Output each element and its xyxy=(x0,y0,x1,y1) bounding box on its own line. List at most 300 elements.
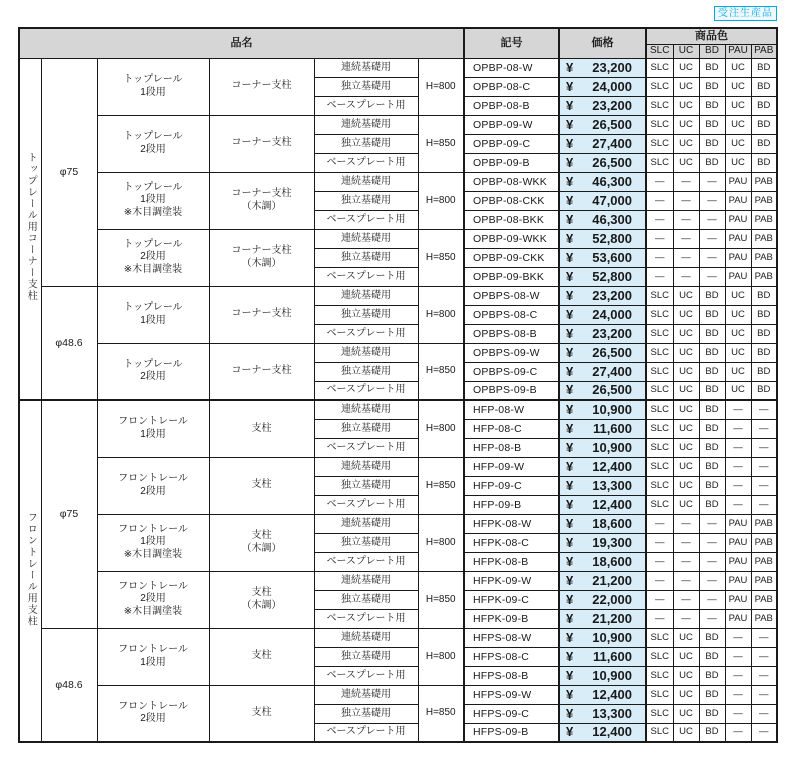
rail-name-line: 1段用 xyxy=(140,86,166,98)
color-availability-cell: BD xyxy=(699,58,725,77)
price-amount: 26,500 xyxy=(592,116,632,132)
color-availability-cell: SLC xyxy=(646,400,673,419)
base-type-cell: 独立基礎用 xyxy=(314,476,418,495)
code-cell: HFPS-09-B xyxy=(464,723,559,742)
color-availability-cell: BD xyxy=(699,457,725,476)
price-cell xyxy=(559,685,646,704)
color-availability-cell: UC xyxy=(725,58,751,77)
color-availability-cell: BD xyxy=(699,381,725,400)
color-availability-cell: BD xyxy=(699,362,725,381)
rail-name-line: 2段用 xyxy=(140,143,166,155)
yen-sign: ¥ xyxy=(566,382,574,398)
column-header-product-color: 商品色 xyxy=(646,28,777,44)
price-value xyxy=(560,726,645,738)
price-value xyxy=(560,553,645,569)
code-cell: HFPS-09-W xyxy=(464,685,559,704)
yen-sign: ¥ xyxy=(566,705,574,721)
rail-name-cell xyxy=(97,685,209,742)
color-availability-cell: BD xyxy=(699,134,725,153)
color-availability-cell: PAB xyxy=(751,210,777,229)
price-cell xyxy=(559,58,646,77)
post-type-line: コーナー支柱 xyxy=(231,245,292,256)
color-availability-cell: UC xyxy=(725,153,751,172)
color-availability-cell: UC xyxy=(725,362,751,381)
code-cell: HFPS-08-W xyxy=(464,628,559,647)
height-cell: H=850 xyxy=(418,571,464,628)
yen-sign: ¥ xyxy=(566,154,574,170)
diameter-cell: φ75 xyxy=(41,400,97,628)
color-availability-cell: — xyxy=(699,514,725,533)
base-type-cell: ベースプレート用 xyxy=(314,153,418,172)
post-type-line: 支柱 xyxy=(251,587,272,598)
rail-name-line: 1段用 xyxy=(140,194,166,206)
price-value xyxy=(560,78,645,94)
rail-name-line: トップレール xyxy=(123,131,183,142)
post-type-cell xyxy=(209,58,314,115)
yen-sign: ¥ xyxy=(566,192,574,208)
price-amount: 52,800 xyxy=(592,268,632,284)
price-cell xyxy=(559,286,646,305)
color-availability-cell: UC xyxy=(673,343,699,362)
price-amount: 11,600 xyxy=(592,420,632,436)
color-availability-cell: UC xyxy=(725,134,751,153)
color-availability-cell: — xyxy=(751,495,777,514)
color-availability-cell: BD xyxy=(699,400,725,419)
code-cell: OPBPS-08-B xyxy=(464,324,559,343)
rail-name-line: 2段用 xyxy=(140,485,166,497)
rail-name-line: トップレール xyxy=(123,74,183,85)
price-table xyxy=(18,27,778,743)
color-availability-cell: — xyxy=(725,704,751,723)
code-cell: HFPK-09-W xyxy=(464,571,559,590)
rail-name-line: 2段用 xyxy=(140,593,166,605)
color-availability-cell: — xyxy=(699,191,725,210)
base-type-cell: 独立基礎用 xyxy=(314,134,418,153)
price-amount: 10,900 xyxy=(592,401,632,417)
color-availability-cell: BD xyxy=(751,305,777,324)
price-amount: 26,500 xyxy=(592,344,632,360)
base-type-cell: 独立基礎用 xyxy=(314,305,418,324)
price-amount: 46,300 xyxy=(592,173,632,189)
color-availability-cell: UC xyxy=(673,58,699,77)
color-availability-cell: SLC xyxy=(646,286,673,305)
color-availability-cell: UC xyxy=(725,305,751,324)
price-amount: 18,600 xyxy=(592,553,632,569)
rail-name-cell xyxy=(97,229,209,286)
color-availability-cell: BD xyxy=(699,685,725,704)
rail-name-line: 2段用 xyxy=(140,251,166,263)
color-availability-cell: — xyxy=(725,476,751,495)
price-value xyxy=(560,97,645,113)
column-header-color-slc: SLC xyxy=(646,44,673,58)
rail-name-line: 1段用 xyxy=(140,314,166,326)
price-amount: 26,500 xyxy=(592,382,632,398)
price-amount: 23,200 xyxy=(592,97,632,113)
color-availability-cell: UC xyxy=(673,685,699,704)
yen-sign: ¥ xyxy=(566,116,574,132)
price-amount: 13,300 xyxy=(592,705,632,721)
yen-sign: ¥ xyxy=(566,325,574,341)
color-availability-cell: — xyxy=(646,590,673,609)
code-cell: OPBP-08-B xyxy=(464,96,559,115)
color-availability-cell: SLC xyxy=(646,704,673,723)
color-availability-cell: SLC xyxy=(646,305,673,324)
price-amount: 23,200 xyxy=(592,325,632,341)
color-availability-cell: — xyxy=(646,191,673,210)
price-cell xyxy=(559,172,646,191)
base-type-cell: ベースプレート用 xyxy=(314,210,418,229)
price-value xyxy=(560,591,645,607)
code-cell: OPBPS-09-W xyxy=(464,343,559,362)
price-amount: 52,800 xyxy=(592,230,632,246)
color-availability-cell: PAB xyxy=(751,609,777,628)
base-type-cell: 連続基礎用 xyxy=(314,115,418,134)
color-availability-cell: — xyxy=(646,248,673,267)
color-availability-cell: — xyxy=(673,248,699,267)
color-availability-cell: BD xyxy=(699,419,725,438)
rail-name-line: トップレール xyxy=(123,302,183,313)
color-availability-cell: — xyxy=(673,533,699,552)
color-availability-cell: — xyxy=(725,723,751,742)
color-availability-cell: BD xyxy=(751,324,777,343)
color-availability-cell: BD xyxy=(699,77,725,96)
price-value xyxy=(560,249,645,265)
price-cell xyxy=(559,666,646,685)
price-value xyxy=(560,401,645,417)
price-amount: 10,900 xyxy=(592,667,632,683)
color-availability-cell: PAU xyxy=(725,609,751,628)
color-availability-cell: UC xyxy=(673,495,699,514)
price-amount: 19,300 xyxy=(592,534,632,550)
color-availability-cell: PAU xyxy=(725,210,751,229)
price-amount: 26,500 xyxy=(592,154,632,170)
color-availability-cell: UC xyxy=(725,115,751,134)
price-amount: 11,600 xyxy=(592,648,632,664)
yen-sign: ¥ xyxy=(566,572,574,588)
color-availability-cell: BD xyxy=(699,704,725,723)
table-row xyxy=(19,172,777,191)
color-availability-cell: UC xyxy=(673,400,699,419)
color-availability-cell: SLC xyxy=(646,153,673,172)
yen-sign: ¥ xyxy=(566,667,574,683)
color-availability-cell: PAU xyxy=(725,571,751,590)
color-availability-cell: BD xyxy=(751,134,777,153)
color-availability-cell: — xyxy=(673,571,699,590)
price-value xyxy=(560,686,645,702)
base-type-cell: ベースプレート用 xyxy=(314,666,418,685)
price-amount: 23,200 xyxy=(592,59,632,75)
color-availability-cell: UC xyxy=(725,381,751,400)
price-cell xyxy=(559,153,646,172)
price-value xyxy=(560,572,645,588)
rail-name-line: 1段用 xyxy=(140,536,166,548)
yen-sign: ¥ xyxy=(566,268,574,284)
price-amount: 27,400 xyxy=(592,135,632,151)
color-availability-cell: — xyxy=(646,267,673,286)
rail-name-line: ※木目調塗装 xyxy=(123,263,183,275)
price-cell xyxy=(559,571,646,590)
table-row xyxy=(19,400,777,419)
color-availability-cell: UC xyxy=(673,438,699,457)
post-type-cell xyxy=(209,571,314,628)
color-availability-cell: — xyxy=(725,400,751,419)
price-value xyxy=(560,648,645,664)
price-value xyxy=(560,534,645,550)
price-amount: 23,200 xyxy=(592,287,632,303)
color-availability-cell: — xyxy=(673,514,699,533)
price-cell xyxy=(559,457,646,476)
color-availability-cell: UC xyxy=(673,666,699,685)
post-type-line: （木調） xyxy=(241,200,282,212)
post-type-cell xyxy=(209,457,314,514)
color-availability-cell: — xyxy=(699,229,725,248)
post-type-line: コーナー支柱 xyxy=(231,137,292,149)
price-value xyxy=(560,439,645,455)
color-availability-cell: — xyxy=(699,552,725,571)
price-cell xyxy=(559,704,646,723)
rail-name-line: ※木目調塗装 xyxy=(123,605,183,617)
color-availability-cell: — xyxy=(646,172,673,191)
price-amount: 12,400 xyxy=(592,724,632,740)
base-type-cell: 連続基礎用 xyxy=(314,628,418,647)
color-availability-cell: — xyxy=(673,609,699,628)
price-value xyxy=(560,344,645,360)
color-availability-cell: BD xyxy=(751,343,777,362)
base-type-cell: ベースプレート用 xyxy=(314,96,418,115)
table-row xyxy=(19,571,777,590)
color-availability-cell: — xyxy=(646,229,673,248)
color-availability-cell: — xyxy=(699,533,725,552)
price-cell xyxy=(559,381,646,400)
price-value xyxy=(560,59,645,75)
base-type-cell: 連続基礎用 xyxy=(314,514,418,533)
price-amount: 18,600 xyxy=(592,515,632,531)
base-type-cell: 独立基礎用 xyxy=(314,191,418,210)
color-availability-cell: BD xyxy=(699,286,725,305)
price-value xyxy=(560,325,645,341)
color-availability-cell: — xyxy=(751,704,777,723)
base-type-cell: ベースプレート用 xyxy=(314,552,418,571)
yen-sign: ¥ xyxy=(566,591,574,607)
table-row xyxy=(19,343,777,362)
color-availability-cell: — xyxy=(699,609,725,628)
code-cell: HFPS-08-B xyxy=(464,666,559,685)
code-cell: OPBP-08-BKK xyxy=(464,210,559,229)
price-cell xyxy=(559,96,646,115)
table-row xyxy=(19,457,777,476)
price-value xyxy=(560,306,645,322)
rail-name-line: トップレール xyxy=(123,238,183,250)
code-cell: HFP-09-C xyxy=(464,476,559,495)
color-availability-cell: — xyxy=(725,647,751,666)
price-cell xyxy=(559,343,646,362)
price-value xyxy=(560,363,645,379)
rail-name-line: 2段用 xyxy=(140,371,166,383)
base-type-cell: 独立基礎用 xyxy=(314,248,418,267)
price-amount: 24,000 xyxy=(592,78,632,94)
color-availability-cell: — xyxy=(673,229,699,248)
code-cell: OPBP-09-B xyxy=(464,153,559,172)
yen-sign: ¥ xyxy=(566,97,574,113)
color-availability-cell: UC xyxy=(725,343,751,362)
post-type-cell xyxy=(209,685,314,742)
color-availability-cell: — xyxy=(699,590,725,609)
color-availability-cell: BD xyxy=(699,495,725,514)
height-cell: H=800 xyxy=(418,628,464,685)
rail-name-line: フロントレール xyxy=(118,523,188,535)
color-availability-cell: UC xyxy=(673,704,699,723)
color-availability-cell: — xyxy=(725,666,751,685)
color-availability-cell: SLC xyxy=(646,58,673,77)
color-availability-cell: UC xyxy=(673,324,699,343)
base-type-cell: 連続基礎用 xyxy=(314,343,418,362)
column-header-color-pau: PAU xyxy=(725,44,751,58)
column-header-color-pab: PAB xyxy=(751,44,777,58)
price-value xyxy=(560,667,645,683)
post-type-cell xyxy=(209,400,314,457)
code-cell: OPBP-09-BKK xyxy=(464,267,559,286)
color-availability-cell: — xyxy=(699,172,725,191)
color-availability-cell: — xyxy=(751,419,777,438)
price-cell xyxy=(559,533,646,552)
color-availability-cell: — xyxy=(751,457,777,476)
color-availability-cell: PAU xyxy=(725,229,751,248)
price-amount: 21,200 xyxy=(592,572,632,588)
rail-name-line: 1段用 xyxy=(140,656,166,668)
price-value xyxy=(560,629,645,645)
base-type-cell: ベースプレート用 xyxy=(314,438,418,457)
color-availability-cell: UC xyxy=(673,305,699,324)
color-availability-cell: — xyxy=(751,476,777,495)
base-type-cell: 独立基礎用 xyxy=(314,704,418,723)
color-availability-cell: BD xyxy=(751,58,777,77)
color-availability-cell: BD xyxy=(751,77,777,96)
price-cell xyxy=(559,495,646,514)
yen-sign: ¥ xyxy=(566,401,574,417)
price-value xyxy=(560,287,645,303)
post-type-line: 支柱 xyxy=(251,707,272,718)
color-availability-cell: — xyxy=(751,438,777,457)
yen-sign: ¥ xyxy=(566,59,574,75)
rail-name-line: 2段用 xyxy=(140,713,166,725)
price-cell xyxy=(559,191,646,210)
color-availability-cell: UC xyxy=(673,134,699,153)
color-availability-cell: PAB xyxy=(751,191,777,210)
price-value xyxy=(560,458,645,474)
base-type-cell: 独立基礎用 xyxy=(314,419,418,438)
base-type-cell: 連続基礎用 xyxy=(314,229,418,248)
color-availability-cell: — xyxy=(725,495,751,514)
price-value xyxy=(560,610,645,626)
rail-name-cell xyxy=(97,115,209,172)
color-availability-cell: UC xyxy=(725,286,751,305)
color-availability-cell: BD xyxy=(699,476,725,495)
post-type-line: コーナー支柱 xyxy=(231,365,292,376)
price-amount: 10,900 xyxy=(592,439,632,455)
base-type-cell: ベースプレート用 xyxy=(314,609,418,628)
rail-name-cell xyxy=(97,628,209,685)
color-availability-cell: PAB xyxy=(751,552,777,571)
color-availability-cell: SLC xyxy=(646,419,673,438)
code-cell: OPBP-09-C xyxy=(464,134,559,153)
price-amount: 46,300 xyxy=(592,211,632,227)
price-amount: 13,300 xyxy=(592,477,632,493)
base-type-cell: 連続基礎用 xyxy=(314,286,418,305)
color-availability-cell: — xyxy=(646,609,673,628)
price-cell xyxy=(559,628,646,647)
color-availability-cell: SLC xyxy=(646,476,673,495)
code-cell: OPBP-08-WKK xyxy=(464,172,559,191)
color-availability-cell: BD xyxy=(751,362,777,381)
color-availability-cell: UC xyxy=(673,628,699,647)
price-value xyxy=(560,230,645,246)
table-row xyxy=(19,58,777,77)
base-type-cell: ベースプレート用 xyxy=(314,381,418,400)
diameter-cell: φ48.6 xyxy=(41,628,97,742)
color-availability-cell: PAB xyxy=(751,172,777,191)
color-availability-cell: UC xyxy=(725,77,751,96)
section-label: フロントレール用支柱 xyxy=(25,511,37,627)
color-availability-cell: PAB xyxy=(751,590,777,609)
color-availability-cell: SLC xyxy=(646,381,673,400)
color-availability-cell: — xyxy=(751,666,777,685)
price-value xyxy=(560,384,645,396)
base-type-cell: ベースプレート用 xyxy=(314,267,418,286)
yen-sign: ¥ xyxy=(566,629,574,645)
color-availability-cell: BD xyxy=(699,96,725,115)
section-label-cell xyxy=(19,58,41,400)
base-type-cell: 連続基礎用 xyxy=(314,172,418,191)
color-availability-cell: SLC xyxy=(646,628,673,647)
diameter-cell: φ75 xyxy=(41,58,97,286)
yen-sign: ¥ xyxy=(566,439,574,455)
column-header-price: 価格 xyxy=(559,28,646,58)
color-availability-cell: BD xyxy=(699,153,725,172)
code-cell: HFPK-08-C xyxy=(464,533,559,552)
table-row xyxy=(19,628,777,647)
color-availability-cell: — xyxy=(646,533,673,552)
price-table-body xyxy=(19,58,777,742)
yen-sign: ¥ xyxy=(566,249,574,265)
color-availability-cell: — xyxy=(699,267,725,286)
yen-sign: ¥ xyxy=(566,287,574,303)
price-value xyxy=(560,116,645,132)
rail-name-line: フロントレール xyxy=(118,473,188,484)
color-availability-cell: PAB xyxy=(751,533,777,552)
rail-name-cell xyxy=(97,172,209,229)
yen-sign: ¥ xyxy=(566,173,574,189)
price-cell xyxy=(559,723,646,742)
price-value xyxy=(560,192,645,208)
post-type-line: （木調） xyxy=(241,257,282,269)
price-amount: 12,400 xyxy=(592,496,632,512)
color-availability-cell: PAU xyxy=(725,533,751,552)
color-availability-cell: SLC xyxy=(646,438,673,457)
table-row xyxy=(19,685,777,704)
column-header-code: 記号 xyxy=(464,28,559,58)
code-cell: HFP-09-W xyxy=(464,457,559,476)
post-type-line: 支柱 xyxy=(251,650,272,662)
height-cell: H=800 xyxy=(418,286,464,343)
color-availability-cell: PAU xyxy=(725,191,751,210)
price-cell xyxy=(559,609,646,628)
color-availability-cell: BD xyxy=(699,343,725,362)
post-type-line: 支柱 xyxy=(251,422,272,434)
price-value xyxy=(560,154,645,170)
rail-name-line: 1段用 xyxy=(140,428,166,440)
color-availability-cell: BD xyxy=(699,324,725,343)
yen-sign: ¥ xyxy=(566,648,574,664)
